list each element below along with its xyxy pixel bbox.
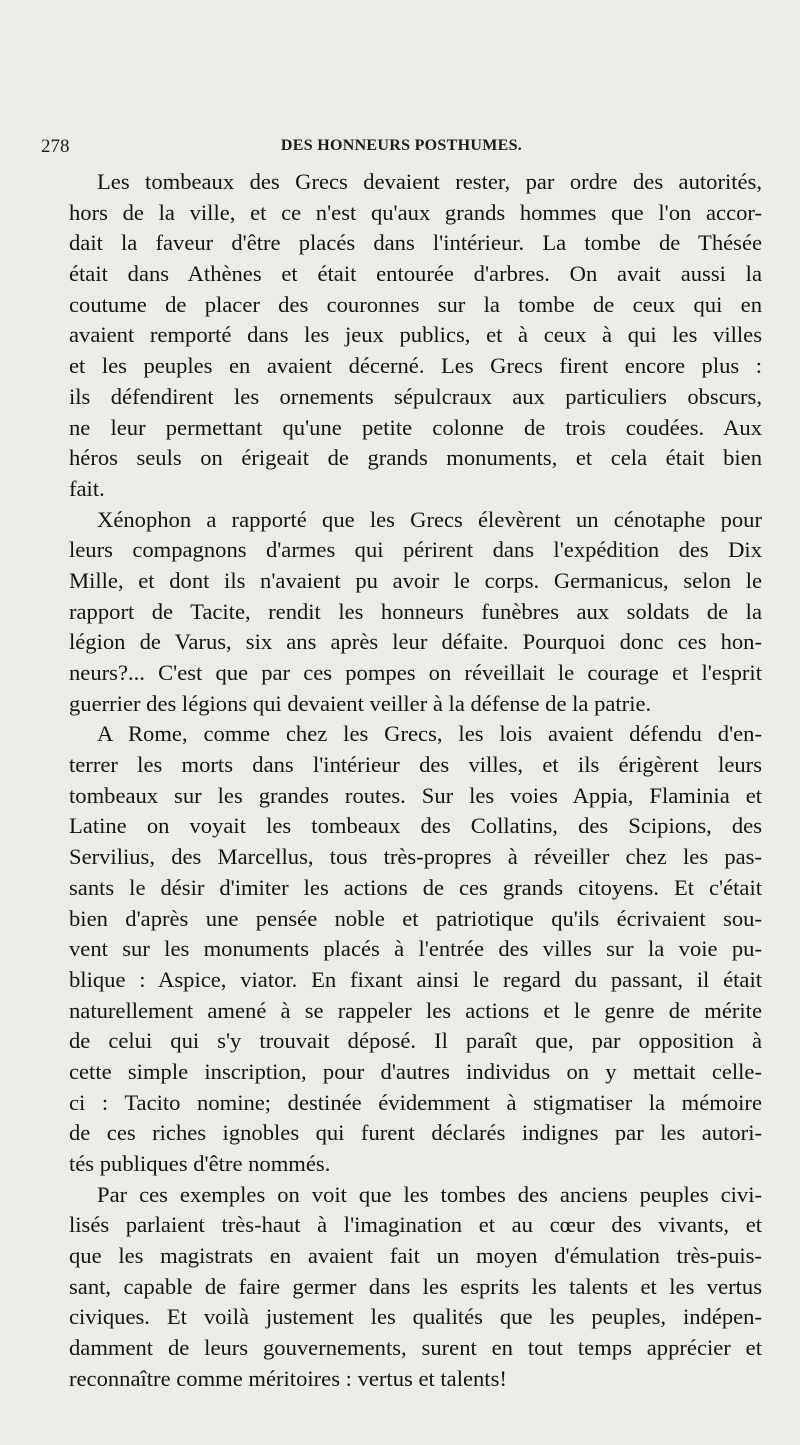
text-line: tombeaux sur les grandes routes. Sur les voies Appia, Flaminia et <box>69 782 762 808</box>
text-line: terrer les morts dans l'intérieur des villes, et ils érigèrent leurs <box>69 752 762 778</box>
text-line: Latine on voyait les tombeaux des Collatins, des Scipions, des <box>69 813 762 839</box>
text-line: Par ces exemples on voit que les tombes des anciens peuples civi- <box>97 1181 762 1207</box>
text-line: vent sur les monuments placés à l'entrée des villes sur la voie pu- <box>69 936 762 962</box>
text-line: sants le désir d'imiter les actions de ces grands citoyens. Et c'était <box>69 874 762 900</box>
text-line: de ces riches ignobles qui furent déclarés indignes par les autori- <box>69 1120 762 1146</box>
paragraph <box>41 1180 762 1395</box>
text-line: blique : Aspice, viator. En fixant ainsi le regard du passant, il était <box>69 966 762 992</box>
paragraph <box>41 719 762 1179</box>
text-line: reconnaître comme méritoires : vertus et talents! <box>69 1365 507 1391</box>
running-title: DES HONNEURS POSTHUMES. <box>280 137 523 154</box>
text-line: neurs?... C'est que par ces pompes on réveillait le courage et l'esprit <box>69 660 762 685</box>
text-line: guerrier des légions qui devaient veiller à la défense de la patrie. <box>69 690 652 716</box>
body-text <box>41 167 762 1395</box>
text-line: ne leur permettant qu'une petite colonne de trois coudées. Aux <box>69 414 762 440</box>
page-header <box>41 134 762 162</box>
paragraph <box>41 167 762 505</box>
text-line: Mille, et dont ils n'avaient pu avoir le corps. Germanicus, selon le <box>69 567 762 593</box>
text-line: était dans Athènes et était entourée d'arbres. On avait aussi la <box>69 261 762 287</box>
text-line: Servilius, des Marcellus, tous très-propres à réveiller chez les pas- <box>69 844 762 870</box>
text-line: sant, capable de faire germer dans les esprits les talents et les vertus <box>69 1273 762 1299</box>
text-line: bien d'après une pensée noble et patriotique qu'ils écrivaient sou- <box>69 905 762 931</box>
text-line: naturellement amené à se rappeler les actions et le genre de mérite <box>69 997 762 1023</box>
text-line: fait. <box>69 475 105 501</box>
text-line: dait la faveur d'être placés dans l'intérieur. La tombe de Thésée <box>69 230 762 256</box>
text-line: héros seuls on érigeait de grands monuments, et cela était bien <box>69 445 762 471</box>
text-line: damment de leurs gouvernements, surent en tout temps apprécier et <box>69 1335 762 1361</box>
text-line: leurs compagnons d'armes qui périrent dans l'expédition des Dix <box>69 537 762 563</box>
page-number: 278 <box>41 136 70 157</box>
text-line: tés publiques d'être nommés. <box>69 1151 331 1176</box>
paragraph <box>41 505 762 720</box>
text-line: ils défendirent les ornements sépulcraux aux particuliers obscurs, <box>69 383 762 409</box>
text-line: rapport de Tacite, rendit les honneurs funèbres aux soldats de la <box>69 598 762 624</box>
text-line: Xénophon a rapporté que les Grecs élevèrent un cénotaphe pour <box>97 506 762 532</box>
text-line: Les tombeaux des Grecs devaient rester, par ordre des autorités, <box>97 169 762 194</box>
text-line: ci : Tacito nomine; destinée évidemment à stigmatiser la mémoire <box>69 1089 762 1115</box>
text-line: et les peuples en avaient décerné. Les Grecs firent encore plus : <box>69 353 762 379</box>
text-line: civiques. Et voilà justement les qualités que les peuples, indépen- <box>69 1304 762 1330</box>
text-line: lisés parlaient très-haut à l'imagination et au cœur des vivants, et <box>69 1212 762 1238</box>
text-line: avaient remporté dans les jeux publics, et à ceux à qui les villes <box>69 322 762 348</box>
text-line: A Rome, comme chez les Grecs, les lois avaient défendu d'en- <box>97 721 762 747</box>
text-line: cette simple inscription, pour d'autres individus on y mettait celle- <box>69 1058 762 1084</box>
text-line: légion de Varus, six ans après leur défaite. Pourquoi donc ces hon- <box>69 629 762 655</box>
text-line: que les magistrats en avaient fait un moyen d'émulation très-puis- <box>69 1243 762 1269</box>
text-line: hors de la ville, et ce n'est qu'aux grands hommes que l'on accor- <box>69 199 762 225</box>
text-line: coutume de placer des couronnes sur la tombe de ceux qui en <box>69 291 762 317</box>
text-line: de celui qui s'y trouvait déposé. Il paraît que, par opposition à <box>69 1028 762 1054</box>
